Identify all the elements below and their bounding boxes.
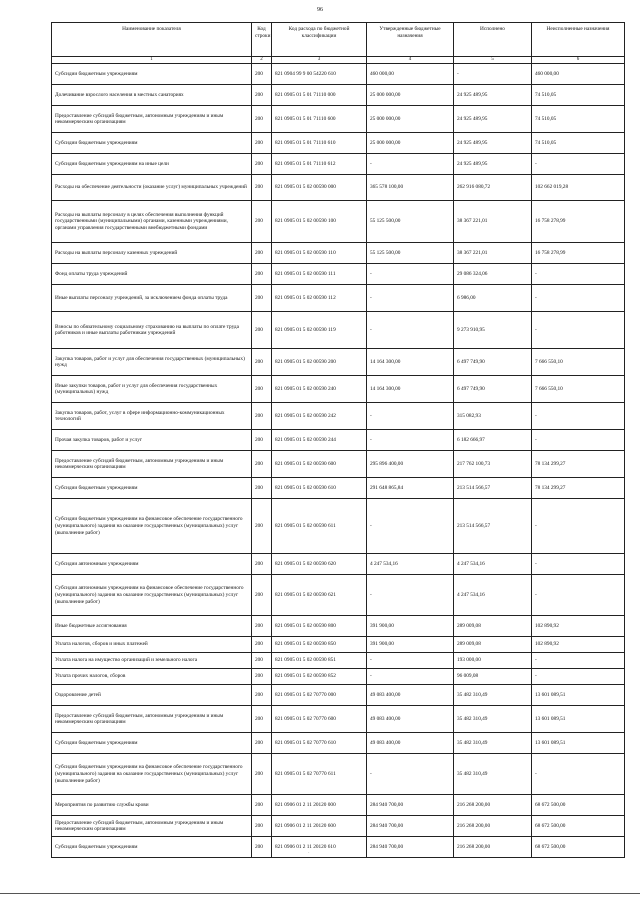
row-approved: 25 000 000,00 xyxy=(367,85,454,106)
table-row xyxy=(52,376,625,403)
table-row xyxy=(52,754,625,795)
row-budget-code: 821 0905 01 5 02 00590 200 xyxy=(272,349,367,376)
row-indicator-name: Закупка товаров, работ и услуг для обеспечения государственных (муниципальных) нужд xyxy=(52,349,252,376)
row-approved: 284 940 700,00 xyxy=(367,837,454,858)
table-row xyxy=(52,285,625,312)
row-line-code: 200 xyxy=(252,754,272,795)
row-unexecuted: - xyxy=(532,430,625,451)
row-unexecuted: 74 510,05 xyxy=(532,85,625,106)
table-row xyxy=(52,85,625,106)
row-approved: - xyxy=(367,430,454,451)
row-line-code: 200 xyxy=(252,376,272,403)
table-row xyxy=(52,451,625,478)
row-budget-code: 821 0905 01 5 02 00590 600 xyxy=(272,451,367,478)
column-number: 1 xyxy=(52,57,252,64)
table-row xyxy=(52,133,625,154)
row-line-code: 200 xyxy=(252,685,272,706)
row-executed: 35 482 310,49 xyxy=(454,733,532,754)
row-executed: 35 482 310,49 xyxy=(454,706,532,733)
row-approved: 49 083 400,00 xyxy=(367,685,454,706)
header-executed: Исполнено xyxy=(454,23,532,57)
row-budget-code: 821 0905 01 5 02 00590 610 xyxy=(272,478,367,499)
row-indicator-name: Прочая закупка товаров, работ и услуг xyxy=(52,430,252,451)
row-executed: 6 497 749,90 xyxy=(454,349,532,376)
row-unexecuted: 13 601 089,51 xyxy=(532,685,625,706)
row-indicator-name: Субсидии бюджетным учреждениям xyxy=(52,133,252,154)
header-indicator-name: Наименование показателя xyxy=(52,23,252,57)
row-executed: - xyxy=(454,64,532,85)
row-executed: 24 925 489,95 xyxy=(454,106,532,133)
row-unexecuted: - xyxy=(532,403,625,430)
row-approved: 55 125 500,00 xyxy=(367,201,454,243)
row-budget-code: 821 0905 01 5 01 71110 612 xyxy=(272,154,367,175)
table-row xyxy=(52,816,625,837)
table-row xyxy=(52,733,625,754)
column-number: 5 xyxy=(454,57,532,64)
table-row xyxy=(52,478,625,499)
row-line-code: 200 xyxy=(252,451,272,478)
row-approved: - xyxy=(367,499,454,554)
row-budget-code: 821 0905 01 5 01 71110 600 xyxy=(272,106,367,133)
table-row xyxy=(52,637,625,653)
row-executed: 213 514 566,57 xyxy=(454,499,532,554)
row-line-code: 200 xyxy=(252,403,272,430)
row-indicator-name: Иные закупки товаров, работ и услуг для обеспечения государственных (муниципальных) нужд xyxy=(52,376,252,403)
row-approved: 391 900,00 xyxy=(367,637,454,653)
row-unexecuted: 74 510,05 xyxy=(532,133,625,154)
row-indicator-name: Оздоровление детей xyxy=(52,685,252,706)
row-executed: 289 009,08 xyxy=(454,616,532,637)
row-unexecuted: 7 666 550,10 xyxy=(532,376,625,403)
row-indicator-name: Уплата налогов, сборов и иных платежей xyxy=(52,637,252,653)
row-indicator-name: Субсидии бюджетным учреждениям на иные цели xyxy=(52,154,252,175)
row-unexecuted: 16 758 278,99 xyxy=(532,201,625,243)
row-unexecuted: 13 601 089,51 xyxy=(532,733,625,754)
row-executed: 4 247 534,16 xyxy=(454,554,532,575)
row-budget-code: 821 0905 01 5 02 70770 611 xyxy=(272,754,367,795)
row-unexecuted: - xyxy=(532,554,625,575)
table-row xyxy=(52,706,625,733)
table-row xyxy=(52,243,625,264)
row-indicator-name: Предоставление субсидий бюджетным, автономным учреждениям и иным некоммерческим организациям xyxy=(52,706,252,733)
row-unexecuted: 68 672 500,00 xyxy=(532,816,625,837)
row-executed: 315 082,93 xyxy=(454,403,532,430)
row-line-code: 200 xyxy=(252,669,272,685)
row-budget-code: 821 0905 01 5 02 70770 000 xyxy=(272,685,367,706)
row-budget-code: 821 0905 01 5 02 00590 110 xyxy=(272,243,367,264)
row-approved: 4 247 534,16 xyxy=(367,554,454,575)
table-row xyxy=(52,312,625,349)
table-row xyxy=(52,349,625,376)
table-header-row xyxy=(52,23,625,57)
row-approved: - xyxy=(367,669,454,685)
row-budget-code: 821 0905 01 5 02 00590 242 xyxy=(272,403,367,430)
row-line-code: 200 xyxy=(252,243,272,264)
row-line-code: 200 xyxy=(252,616,272,637)
budget-execution-table xyxy=(51,22,625,858)
row-line-code: 200 xyxy=(252,154,272,175)
table-row xyxy=(52,685,625,706)
row-unexecuted: - xyxy=(532,154,625,175)
table-row xyxy=(52,499,625,554)
column-number: 4 xyxy=(367,57,454,64)
row-budget-code: 821 0905 01 5 02 70770 600 xyxy=(272,706,367,733)
row-executed: 96 009,08 xyxy=(454,669,532,685)
row-line-code: 200 xyxy=(252,264,272,285)
row-line-code: 200 xyxy=(252,201,272,243)
row-indicator-name: Субсидии бюджетным учреждениям xyxy=(52,733,252,754)
header-line-code: Код строки xyxy=(252,23,272,57)
row-unexecuted: 16 758 278,99 xyxy=(532,243,625,264)
row-unexecuted: - xyxy=(532,264,625,285)
row-executed: 217 762 100,73 xyxy=(454,451,532,478)
row-unexecuted: - xyxy=(532,285,625,312)
row-indicator-name: Субсидии бюджетным учреждениям xyxy=(52,64,252,85)
row-line-code: 200 xyxy=(252,478,272,499)
row-executed: 289 009,08 xyxy=(454,637,532,653)
row-line-code: 200 xyxy=(252,64,272,85)
row-executed: 35 482 310,49 xyxy=(454,754,532,795)
row-indicator-name: Расходы на обеспечение деятельности (оказание услуг) муниципальных учреждений xyxy=(52,175,252,201)
row-line-code: 200 xyxy=(252,575,272,616)
table-row xyxy=(52,430,625,451)
row-executed: 38 367 221,01 xyxy=(454,243,532,264)
row-budget-code: 821 0905 01 5 02 00590 112 xyxy=(272,285,367,312)
row-line-code: 200 xyxy=(252,837,272,858)
column-number: 3 xyxy=(272,57,367,64)
row-approved: 284 940 700,00 xyxy=(367,795,454,816)
row-unexecuted: 74 510,05 xyxy=(532,106,625,133)
row-indicator-name: Расходы на выплаты персоналу казенных учреждений xyxy=(52,243,252,264)
row-executed: 9 273 910,95 xyxy=(454,312,532,349)
row-budget-code: 821 0905 01 5 02 00590 851 xyxy=(272,653,367,669)
row-line-code: 200 xyxy=(252,133,272,154)
row-line-code: 200 xyxy=(252,85,272,106)
row-executed: 38 367 221,01 xyxy=(454,201,532,243)
row-indicator-name: Предоставление субсидий бюджетным, автономным учреждениям и иным некоммерческим организациям xyxy=(52,106,252,133)
table-row xyxy=(52,175,625,201)
row-approved: - xyxy=(367,154,454,175)
row-approved: 291 648 865,84 xyxy=(367,478,454,499)
row-approved: 49 083 400,00 xyxy=(367,706,454,733)
row-unexecuted: - xyxy=(532,312,625,349)
row-executed: 24 925 489,95 xyxy=(454,85,532,106)
row-budget-code: 821 0906 01 2 11 20120 000 xyxy=(272,795,367,816)
header-approved: Утвержденные бюджетные назначения xyxy=(367,23,454,57)
row-line-code: 200 xyxy=(252,349,272,376)
row-executed: 35 482 310,49 xyxy=(454,685,532,706)
row-unexecuted: - xyxy=(532,499,625,554)
row-unexecuted: 78 134 299,27 xyxy=(532,451,625,478)
row-indicator-name: Долечивание взрослого населения в местных санаториях xyxy=(52,85,252,106)
table-row xyxy=(52,616,625,637)
row-indicator-name: Субсидии бюджетным учреждениям xyxy=(52,478,252,499)
row-executed: 24 925 489,95 xyxy=(454,133,532,154)
row-unexecuted: 13 601 089,51 xyxy=(532,706,625,733)
row-budget-code: 821 0905 01 5 02 00590 111 xyxy=(272,264,367,285)
row-indicator-name: Фонд оплаты труда учреждений xyxy=(52,264,252,285)
row-budget-code: 821 0905 01 5 02 00590 800 xyxy=(272,616,367,637)
row-line-code: 200 xyxy=(252,175,272,201)
row-line-code: 200 xyxy=(252,312,272,349)
row-executed: 4 247 534,16 xyxy=(454,575,532,616)
row-approved: - xyxy=(367,575,454,616)
row-approved: - xyxy=(367,754,454,795)
row-approved: 49 083 400,00 xyxy=(367,733,454,754)
table-row xyxy=(52,837,625,858)
row-budget-code: 821 0905 01 5 02 00590 620 xyxy=(272,554,367,575)
table-row xyxy=(52,403,625,430)
row-approved: 25 000 000,00 xyxy=(367,106,454,133)
table-row xyxy=(52,653,625,669)
row-unexecuted: - xyxy=(532,575,625,616)
row-unexecuted: 102 890,92 xyxy=(532,637,625,653)
table-row xyxy=(52,795,625,816)
row-unexecuted: 460 000,00 xyxy=(532,64,625,85)
row-budget-code: 821 0905 01 5 02 00590 850 xyxy=(272,637,367,653)
row-approved: - xyxy=(367,264,454,285)
row-indicator-name: Закупка товаров, работ, услуг в сфере информационно-коммуникационных технологий xyxy=(52,403,252,430)
row-unexecuted: 68 672 500,00 xyxy=(532,795,625,816)
row-unexecuted: - xyxy=(532,754,625,795)
row-approved: 365 578 100,00 xyxy=(367,175,454,201)
row-line-code: 200 xyxy=(252,430,272,451)
row-budget-code: 821 0905 01 5 02 70770 610 xyxy=(272,733,367,754)
row-indicator-name: Иные выплаты персоналу учреждений, за исключением фонда оплаты труда xyxy=(52,285,252,312)
row-line-code: 200 xyxy=(252,637,272,653)
page-bottom-rule xyxy=(0,893,640,894)
row-budget-code: 821 0905 01 5 02 00590 244 xyxy=(272,430,367,451)
table-row xyxy=(52,264,625,285)
row-line-code: 200 xyxy=(252,106,272,133)
column-number: 6 xyxy=(532,57,625,64)
row-line-code: 200 xyxy=(252,653,272,669)
table-row xyxy=(52,575,625,616)
header-unexecuted: Неисполненные назначения xyxy=(532,23,625,57)
row-executed: 262 916 080,72 xyxy=(454,175,532,201)
row-executed: 6 986,00 xyxy=(454,285,532,312)
row-approved: 14 164 300,00 xyxy=(367,376,454,403)
row-approved: - xyxy=(367,653,454,669)
row-approved: 14 164 300,00 xyxy=(367,349,454,376)
row-approved: 460 000,00 xyxy=(367,64,454,85)
row-unexecuted: 68 672 500,00 xyxy=(532,837,625,858)
row-unexecuted: 7 666 550,10 xyxy=(532,349,625,376)
row-executed: 6 182 666,97 xyxy=(454,430,532,451)
row-approved: 391 900,00 xyxy=(367,616,454,637)
row-line-code: 200 xyxy=(252,795,272,816)
row-budget-code: 821 0905 01 5 02 00590 611 xyxy=(272,499,367,554)
row-indicator-name: Субсидии бюджетным учреждениям на финансовое обеспечение государственного (муниципального) задания на оказание государственных (муниципальных) услуг (выполнение работ) xyxy=(52,754,252,795)
table-row xyxy=(52,64,625,85)
row-indicator-name: Уплата налога на имущество организаций и земельного налога xyxy=(52,653,252,669)
row-indicator-name: Субсидии автономным учреждениям xyxy=(52,554,252,575)
row-approved: 284 940 700,00 xyxy=(367,816,454,837)
row-approved: - xyxy=(367,403,454,430)
page-number: 96 xyxy=(317,7,323,13)
row-indicator-name: Уплата прочих налогов, сборов xyxy=(52,669,252,685)
row-executed: 193 000,00 xyxy=(454,653,532,669)
row-executed: 216 268 200,00 xyxy=(454,816,532,837)
row-unexecuted: - xyxy=(532,669,625,685)
row-budget-code: 821 0906 01 2 11 20120 610 xyxy=(272,837,367,858)
row-indicator-name: Взносы по обязательному социальному страхованию на выплаты по оплате труда работников и иные выплаты работникам учреждений xyxy=(52,312,252,349)
table-row xyxy=(52,106,625,133)
header-budget-code: Код расхода по бюджетной классификации xyxy=(272,23,367,57)
table-row xyxy=(52,201,625,243)
row-executed: 216 268 200,00 xyxy=(454,795,532,816)
row-indicator-name: Субсидии автономным учреждениям на финансовое обеспечение государственного (муниципального) задания на оказание государственных (муниципальных) услуг (выполнение работ) xyxy=(52,575,252,616)
row-indicator-name: Расходы на выплаты персоналу в целях обеспечения выполнения функций государственными (муниципальными) органами, казенными учреждениями, органами управления государственными внебюджетными фондами xyxy=(52,201,252,243)
row-executed: 216 268 200,00 xyxy=(454,837,532,858)
column-number: 2 xyxy=(252,57,272,64)
row-line-code: 200 xyxy=(252,706,272,733)
table-row xyxy=(52,554,625,575)
scan-mark: · xyxy=(308,851,310,856)
row-indicator-name: Мероприятия по развитию службы крови xyxy=(52,795,252,816)
row-budget-code: 821 0905 01 5 02 00590 100 xyxy=(272,201,367,243)
row-budget-code: 821 0905 01 5 01 71110 610 xyxy=(272,133,367,154)
row-budget-code: 821 0906 01 2 11 20120 600 xyxy=(272,816,367,837)
row-unexecuted: - xyxy=(532,653,625,669)
row-approved: 25 000 000,00 xyxy=(367,133,454,154)
row-indicator-name: Иные бюджетные ассигнования xyxy=(52,616,252,637)
row-line-code: 200 xyxy=(252,499,272,554)
row-budget-code: 821 0905 01 5 02 00590 240 xyxy=(272,376,367,403)
row-line-code: 200 xyxy=(252,816,272,837)
row-indicator-name: Субсидии бюджетным учреждениям xyxy=(52,837,252,858)
row-unexecuted: 102 890,92 xyxy=(532,616,625,637)
row-approved: - xyxy=(367,312,454,349)
row-executed: 24 925 489,95 xyxy=(454,154,532,175)
row-line-code: 200 xyxy=(252,554,272,575)
row-indicator-name: Предоставление субсидий бюджетным, автономным учреждениям и иным некоммерческим организациям xyxy=(52,451,252,478)
row-executed: 29 086 324,06 xyxy=(454,264,532,285)
row-executed: 6 497 749,90 xyxy=(454,376,532,403)
row-budget-code: 821 0905 01 5 02 00590 852 xyxy=(272,669,367,685)
table-row xyxy=(52,669,625,685)
row-budget-code: 821 0905 01 5 01 71110 000 xyxy=(272,85,367,106)
row-indicator-name: Субсидии бюджетным учреждениям на финансовое обеспечение государственного (муниципального) задания на оказание государственных (муниципальных) услуг (выполнение работ) xyxy=(52,499,252,554)
row-budget-code: 821 0905 01 5 02 00590 621 xyxy=(272,575,367,616)
row-budget-code: 821 0905 01 5 02 00590 000 xyxy=(272,175,367,201)
row-approved: 295 896 400,00 xyxy=(367,451,454,478)
row-unexecuted: 102 662 019,28 xyxy=(532,175,625,201)
row-budget-code: 821 0904 99 9 00 54220 610 xyxy=(272,64,367,85)
row-budget-code: 821 0905 01 5 02 00590 119 xyxy=(272,312,367,349)
row-line-code: 200 xyxy=(252,733,272,754)
row-executed: 213 514 566,57 xyxy=(454,478,532,499)
column-number-row xyxy=(52,57,625,64)
row-approved: 55 125 500,00 xyxy=(367,243,454,264)
row-indicator-name: Предоставление субсидий бюджетным, автономным учреждениям и иным некоммерческим организациям xyxy=(52,816,252,837)
row-unexecuted: 78 134 299,27 xyxy=(532,478,625,499)
row-approved: - xyxy=(367,285,454,312)
table-row xyxy=(52,154,625,175)
row-line-code: 200 xyxy=(252,285,272,312)
